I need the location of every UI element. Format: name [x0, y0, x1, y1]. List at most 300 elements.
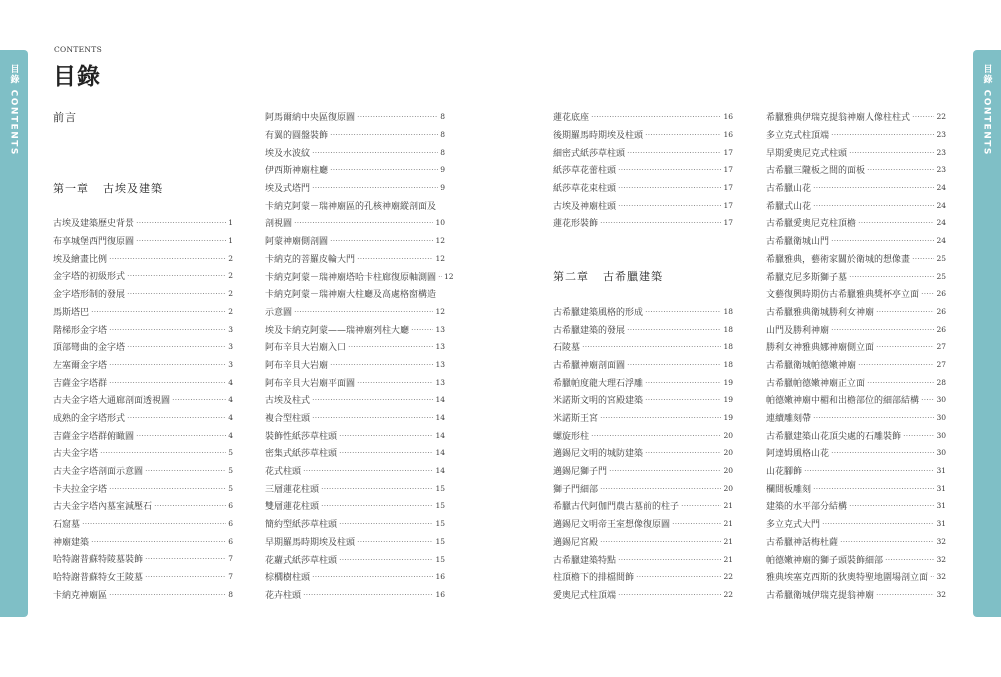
toc-entry-title: 裝飾性紙莎草柱頭 — [265, 431, 338, 442]
toc-entry-title: 蓮花底座 — [553, 113, 590, 124]
toc-entry[interactable] — [553, 338, 733, 356]
toc-entry[interactable] — [553, 515, 733, 533]
dot-leader — [618, 187, 721, 188]
toc-entry[interactable] — [53, 532, 233, 550]
toc-entry[interactable] — [265, 143, 445, 161]
toc-entry[interactable] — [553, 196, 733, 214]
toc-entry-page: 31 — [936, 501, 946, 511]
toc-entry[interactable] — [265, 338, 445, 356]
toc-entry-page: 26 — [936, 289, 946, 299]
dot-leader — [822, 523, 934, 524]
toc-entry[interactable] — [53, 267, 233, 285]
toc-entry-page: 27 — [936, 342, 946, 352]
toc-entry-page: 13 — [435, 359, 445, 369]
toc-entry-page: 32 — [936, 554, 946, 564]
toc-entry[interactable] — [265, 232, 445, 250]
toc-entry-title: 柱頂檐下的排檔間飾 — [553, 573, 635, 584]
toc-entry[interactable] — [766, 214, 946, 232]
dot-leader — [339, 435, 433, 436]
toc-entry[interactable] — [53, 426, 233, 444]
toc-entry-title: 紙莎草花束柱頭 — [553, 184, 617, 195]
toc-entry-title: 卡納克神廟區 — [53, 590, 108, 601]
toc-entry[interactable] — [265, 303, 445, 321]
toc-entry-title: 米諾斯文明的宮殿建築 — [553, 396, 644, 407]
toc-entry[interactable] — [553, 550, 733, 568]
dot-leader — [627, 329, 721, 330]
toc-entry[interactable] — [553, 444, 733, 462]
dot-leader — [813, 417, 934, 418]
toc-entry-page: 15 — [435, 554, 445, 564]
toc-entry-title: 古希臘雅典衛城勝利女神廟 — [766, 307, 875, 318]
toc-entry[interactable] — [553, 143, 733, 161]
toc-entry-page: 17 — [723, 200, 733, 210]
toc-entry[interactable] — [53, 249, 233, 267]
toc-entry[interactable] — [766, 426, 946, 444]
toc-entry[interactable] — [553, 533, 733, 551]
toc-entry[interactable] — [53, 232, 233, 250]
toc-entry-title: 阿馬爾納中央區復原圖 — [265, 113, 356, 124]
toc-entry-page: 15 — [435, 501, 445, 511]
toc-entry-title: 卡納克的菩羅皮輪大門 — [265, 254, 356, 265]
toc-entry[interactable] — [766, 515, 946, 533]
toc-entry-title: 希臘式山花 — [766, 201, 812, 212]
toc-entry[interactable] — [265, 497, 445, 515]
toc-entry-title: 古希臘建築山花頂尖處的石雕裝飾 — [766, 431, 902, 442]
dot-leader — [591, 116, 721, 117]
toc-entry-page: 12 — [435, 306, 445, 316]
toc-entry[interactable] — [53, 303, 233, 321]
toc-entry[interactable] — [553, 161, 733, 179]
toc-entry-title: 卡納克阿蒙－瑞神廟區的孔核神廟縱剖面及 — [265, 201, 437, 212]
dot-leader — [312, 576, 433, 577]
toc-entry[interactable] — [265, 586, 445, 604]
toc-entry[interactable] — [53, 479, 233, 497]
toc-entry[interactable] — [553, 497, 733, 515]
dot-leader — [813, 187, 934, 188]
dot-leader — [618, 559, 721, 560]
chapter-1-heading[interactable] — [53, 179, 233, 197]
toc-list — [265, 108, 454, 603]
toc-entry-page: 7 — [228, 572, 233, 582]
dot-leader — [618, 169, 721, 170]
toc-entry-page: 14 — [435, 448, 445, 458]
dot-leader — [858, 364, 934, 365]
dot-leader — [618, 205, 721, 206]
toc-entry-page: 24 — [936, 200, 946, 210]
dot-leader — [357, 382, 433, 383]
toc-entry-page: 18 — [723, 324, 733, 334]
toc-entry-title: 希臘古代阿伽門農古墓前的柱子 — [553, 502, 680, 513]
toc-entry[interactable] — [553, 373, 733, 391]
dot-leader — [330, 364, 433, 365]
toc-entry-page: 30 — [936, 430, 946, 440]
toc-entry[interactable] — [53, 550, 233, 568]
toc-entry[interactable] — [53, 409, 233, 427]
toc-entry-title: 螺旋形柱 — [553, 431, 590, 442]
toc-entry-page: 9 — [440, 165, 445, 175]
dot-leader — [813, 205, 934, 206]
dot-leader — [600, 541, 721, 542]
toc-entry-title: 愛奧尼式柱頂端 — [553, 590, 617, 601]
toc-entry[interactable] — [53, 320, 233, 338]
chapter-2-heading[interactable] — [553, 267, 733, 285]
toc-entry-page: 8 — [440, 147, 445, 157]
toc-entry[interactable] — [53, 373, 233, 391]
toc-entry[interactable] — [265, 267, 454, 285]
toc-entry[interactable] — [553, 568, 733, 586]
toc-entry-title: 埃及水波紋 — [265, 148, 311, 159]
toc-entry[interactable] — [553, 426, 733, 444]
toc-entry[interactable] — [766, 391, 946, 409]
toc-entry[interactable] — [53, 586, 233, 604]
toc-entry-page: 2 — [228, 253, 233, 263]
dot-leader — [145, 576, 226, 577]
toc-entry-title: 古希臘愛奧尼克柱頂檐 — [766, 219, 857, 230]
toc-entry-page: 15 — [435, 536, 445, 546]
toc-entry[interactable] — [265, 196, 445, 214]
toc-entry-title: 文藝復興時期仿古希臘雅典獎杯亭立面 — [766, 290, 920, 301]
toc-entry-page: 23 — [936, 165, 946, 175]
toc-entry[interactable] — [766, 373, 946, 391]
toc-entry-title: 花式柱頭 — [265, 467, 302, 478]
toc-entry[interactable] — [265, 533, 445, 551]
dot-leader — [321, 488, 433, 489]
chapter-title: 古希臘建築 — [603, 270, 663, 284]
dot-leader — [348, 346, 433, 347]
dot-leader — [645, 382, 721, 383]
toc-entry-title: 埃及式塔門 — [265, 184, 311, 195]
dot-leader — [930, 576, 934, 577]
toc-entry[interactable] — [766, 479, 946, 497]
toc-entry[interactable] — [265, 320, 445, 338]
toc-entry-title: 左塞爾金字塔 — [53, 360, 108, 371]
dot-leader — [136, 435, 226, 436]
toc-entry[interactable] — [265, 108, 445, 126]
toc-entry-title: 雙層蓮花柱頭 — [265, 502, 320, 513]
toc-entry-page: 30 — [936, 395, 946, 405]
toc-entry[interactable] — [265, 550, 445, 568]
toc-entry-page: 22 — [723, 589, 733, 599]
toc-entry-title: 勝利女神雅典娜神廟側立面 — [766, 343, 875, 354]
dot-leader — [636, 576, 721, 577]
toc-entry-title: 古希臘建築風格的形成 — [553, 307, 644, 318]
toc-entry-title: 阿布辛貝大岩廟平面圖 — [265, 378, 356, 389]
toc-entry[interactable] — [553, 391, 733, 409]
toc-entry-title: 馬斯塔巴 — [53, 307, 90, 318]
toc-entry-page: 19 — [723, 413, 733, 423]
toc-entry-title: 古埃及神廟柱頭 — [553, 201, 617, 212]
toc-entry-page: 30 — [936, 448, 946, 458]
toc-entry[interactable] — [766, 409, 946, 427]
toc-entry-page: 21 — [723, 536, 733, 546]
toc-entry[interactable] — [553, 214, 733, 232]
toc-entry[interactable] — [265, 126, 445, 144]
dot-leader — [109, 258, 226, 259]
toc-entry-title: 帕德嫩神廟中楣和出檐部位的細部結構 — [766, 396, 920, 407]
dot-leader — [357, 541, 433, 542]
dot-leader — [109, 364, 226, 365]
toc-entry[interactable] — [53, 462, 233, 480]
toc-entry-title: 卡納克阿蒙－瑞神廟大柱廳及高處格窗構造 — [265, 290, 437, 301]
toc-entry-title: 簡約型紙莎草柱頭 — [265, 520, 338, 531]
toc-entry-page: 17 — [723, 218, 733, 228]
dot-leader — [127, 293, 226, 294]
toc-entry[interactable] — [766, 285, 946, 303]
left-side-tab — [0, 50, 28, 617]
toc-entry-page: 2 — [228, 306, 233, 316]
dot-leader — [840, 541, 934, 542]
toc-entry-title: 山門及勝利神廟 — [766, 325, 830, 336]
dot-leader — [330, 240, 433, 241]
toc-entry-page: 13 — [435, 324, 445, 334]
toc-entry-title: 希臘雅典，藝術家關於衛城的想像畫 — [766, 254, 911, 265]
toc-entry[interactable] — [766, 533, 946, 551]
toc-entry[interactable] — [553, 126, 733, 144]
dot-leader — [645, 311, 721, 312]
toc-entry-page: 3 — [228, 342, 233, 352]
dot-leader — [100, 452, 226, 453]
toc-entry-title: 古希臘衛城帕德嫩神廟 — [766, 360, 857, 371]
toc-entry-page: 16 — [723, 130, 733, 140]
toc-entry-title: 古希臘衛城伊瑞克提翁神廟 — [766, 590, 875, 601]
toc-entry-page: 23 — [936, 130, 946, 140]
toc-entry-page: 19 — [723, 377, 733, 387]
toc-entry-page: 26 — [936, 324, 946, 334]
toc-entry[interactable] — [265, 285, 445, 303]
toc-entry-title: 早期愛奧尼克式柱頭 — [766, 148, 848, 159]
toc-entry-page: 20 — [723, 430, 733, 440]
toc-entry[interactable] — [265, 250, 445, 268]
toc-entry-page: 5 — [228, 483, 233, 493]
toc-entry-page: 13 — [435, 342, 445, 352]
toc-entry-page: 28 — [936, 377, 946, 387]
toc-entry[interactable] — [766, 179, 946, 197]
dot-leader — [91, 541, 226, 542]
toc-entry-page: 20 — [723, 483, 733, 493]
toc-entry-title: 古希臘建築的發展 — [553, 325, 626, 336]
toc-entry[interactable] — [53, 515, 233, 533]
toc-entry[interactable] — [53, 285, 233, 303]
dot-leader — [858, 222, 934, 223]
toc-entry-title: 邁錫尼獅子門 — [553, 467, 608, 478]
toc-entry-page: 15 — [435, 519, 445, 529]
toc-entry-page: 25 — [936, 253, 946, 263]
toc-entry-page: 4 — [228, 430, 233, 440]
toc-entry[interactable] — [265, 515, 445, 533]
toc-entry[interactable] — [553, 356, 733, 374]
dot-leader — [321, 505, 433, 506]
toc-entry[interactable] — [265, 161, 445, 179]
toc-entry[interactable] — [766, 444, 946, 462]
toc-entry-title: 邁錫尼宮殿 — [553, 537, 599, 548]
toc-entry-page: 14 — [435, 466, 445, 476]
toc-entry[interactable] — [766, 250, 946, 268]
toc-entry[interactable] — [766, 568, 946, 586]
toc-entry-page: 22 — [723, 572, 733, 582]
toc-entry[interactable] — [553, 320, 733, 338]
dot-leader — [609, 470, 721, 471]
toc-entry[interactable] — [53, 338, 233, 356]
toc-entry-title: 複合型柱頭 — [265, 414, 311, 425]
toc-entry[interactable] — [553, 586, 733, 604]
toc-entry-title: 哈特謝普蘇特陵墓裝飾 — [53, 555, 144, 566]
toc-entry[interactable] — [766, 338, 946, 356]
dot-leader — [867, 169, 934, 170]
toc-entry-title: 石窟墓 — [53, 520, 81, 531]
dot-leader — [849, 276, 934, 277]
dot-leader — [294, 222, 433, 223]
dot-leader — [876, 346, 934, 347]
dot-leader — [154, 505, 226, 506]
toc-entry[interactable] — [766, 143, 946, 161]
toc-entry-page: 6 — [228, 519, 233, 529]
toc-entry-title: 吉薩金字塔群 — [53, 378, 108, 389]
dot-leader — [831, 329, 934, 330]
toc-entry[interactable] — [766, 126, 946, 144]
chapter-number: 第一章 — [53, 181, 89, 195]
dot-leader — [312, 399, 433, 400]
toc-entry-title: 石陵墓 — [553, 343, 581, 354]
toc-entry-page: 21 — [723, 554, 733, 564]
toc-entry[interactable] — [766, 267, 946, 285]
toc-entry-title: 伊西斯神廟柱廳 — [265, 166, 329, 177]
toc-entry-title: 階梯形金字塔 — [53, 325, 108, 336]
toc-entry-title: 阿蒙神廟側剖圖 — [265, 237, 329, 248]
toc-entry[interactable] — [265, 373, 445, 391]
toc-entry-title: 細密式紙莎草柱頭 — [553, 148, 626, 159]
toc-entry-title: 棕櫚樹柱頭 — [265, 573, 311, 584]
toc-entry[interactable] — [265, 391, 445, 409]
toc-entry[interactable] — [265, 214, 445, 232]
toc-entry[interactable] — [766, 550, 946, 568]
toc-entry[interactable] — [553, 303, 733, 321]
toc-entry-page: 25 — [936, 271, 946, 281]
dot-leader — [681, 505, 721, 506]
toc-entry-page: 18 — [723, 359, 733, 369]
toc-entry-title: 阿達姆風格山花 — [766, 449, 830, 460]
toc-entry-title: 神廟建築 — [53, 537, 90, 548]
toc-entry[interactable] — [553, 108, 733, 126]
toc-entry-page: 16 — [435, 589, 445, 599]
toc-entry-page: 14 — [435, 395, 445, 405]
toc-entry[interactable] — [766, 497, 946, 515]
dot-leader — [813, 488, 934, 489]
toc-entry[interactable] — [53, 444, 233, 462]
toc-list — [553, 108, 733, 232]
dot-leader — [127, 346, 226, 347]
toc-entry[interactable] — [766, 232, 946, 250]
dot-leader — [831, 134, 934, 135]
toc-entry-title: 阿布辛貝大岩廟 — [265, 360, 329, 371]
toc-entry[interactable] — [265, 479, 445, 497]
toc-entry[interactable] — [265, 462, 445, 480]
toc-entry[interactable] — [265, 426, 445, 444]
toc-entry-page: 1 — [228, 236, 233, 246]
dot-leader — [804, 470, 934, 471]
dot-leader — [672, 523, 721, 524]
dot-leader — [303, 470, 433, 471]
toc-entry-page: 17 — [723, 183, 733, 193]
dot-leader — [339, 452, 433, 453]
toc-entry[interactable] — [265, 568, 445, 586]
toc-entry[interactable] — [766, 356, 946, 374]
contents-label: CONTENTS — [54, 45, 103, 54]
toc-entry-page: 21 — [723, 519, 733, 529]
toc-entry-title: 古埃及建築歷史背景 — [53, 219, 135, 230]
toc-entry-page: 31 — [936, 483, 946, 493]
toc-entry[interactable] — [53, 391, 233, 409]
toc-entry-title: 古希臘建築特點 — [553, 555, 617, 566]
toc-entry-title: 獅子門細部 — [553, 484, 599, 495]
toc-entry[interactable] — [766, 161, 946, 179]
toc-entry[interactable] — [766, 196, 946, 214]
toc-entry[interactable] — [766, 108, 946, 126]
dot-leader — [312, 417, 433, 418]
toc-entry[interactable] — [766, 303, 946, 321]
toc-entry[interactable] — [53, 497, 233, 515]
toc-entry[interactable] — [265, 179, 445, 197]
toc-entry-title: 邁錫尼文明帝王室想像復原圖 — [553, 520, 671, 531]
toc-column-1 — [53, 108, 233, 603]
toc-entry-title: 密集式紙莎草柱頭 — [265, 449, 338, 460]
toc-entry[interactable] — [553, 409, 733, 427]
toc-entry[interactable] — [53, 568, 233, 586]
dot-leader — [867, 382, 934, 383]
toc-entry-page: 23 — [936, 147, 946, 157]
toc-entry[interactable] — [766, 320, 946, 338]
toc-entry[interactable] — [553, 479, 733, 497]
toc-entry[interactable] — [53, 214, 233, 232]
dot-leader — [136, 240, 226, 241]
toc-entry-title: 花蘿式紙莎草柱頭 — [265, 555, 338, 566]
dot-leader — [645, 134, 721, 135]
toc-entry-title: 阿布辛貝大岩廟入口 — [265, 343, 347, 354]
dot-leader — [618, 594, 721, 595]
dot-leader — [357, 116, 438, 117]
toc-entry-page: 32 — [936, 589, 946, 599]
dot-leader — [339, 523, 433, 524]
toc-entry[interactable] — [553, 462, 733, 480]
dot-leader — [582, 346, 721, 347]
toc-entry-title: 後期羅馬時期埃及柱頭 — [553, 131, 644, 142]
toc-entry[interactable] — [766, 586, 946, 604]
toc-entry[interactable] — [553, 179, 733, 197]
dot-leader — [127, 417, 226, 418]
toc-entry-page: 24 — [936, 218, 946, 228]
dot-leader — [591, 435, 721, 436]
toc-entry-page: 8 — [440, 112, 445, 122]
toc-entry-title: 希臘雅典伊瑞克提翁神廟人像柱柱式 — [766, 113, 911, 124]
preface-title: 前言 — [53, 110, 77, 124]
toc-entry[interactable] — [265, 409, 445, 427]
toc-entry-title: 有翼的圓盤裝飾 — [265, 131, 329, 142]
toc-entry[interactable] — [53, 356, 233, 374]
toc-entry-page: 4 — [228, 412, 233, 422]
toc-entry-page: 7 — [228, 554, 233, 564]
dot-leader — [172, 399, 226, 400]
toc-preface[interactable] — [53, 108, 233, 126]
dot-leader — [912, 258, 934, 259]
toc-entry[interactable] — [265, 444, 445, 462]
toc-entry-title: 山花腳飾 — [766, 467, 803, 478]
toc-entry[interactable] — [766, 462, 946, 480]
dot-leader — [312, 152, 438, 153]
toc-entry-page: 5 — [228, 466, 233, 476]
page-title: 目錄 — [53, 64, 101, 90]
toc-entry[interactable] — [265, 356, 445, 374]
toc-entry-title: 古夫金字塔內墓室減壓石 — [53, 502, 153, 513]
toc-entry-title: 古希臘衛城山門 — [766, 237, 830, 248]
